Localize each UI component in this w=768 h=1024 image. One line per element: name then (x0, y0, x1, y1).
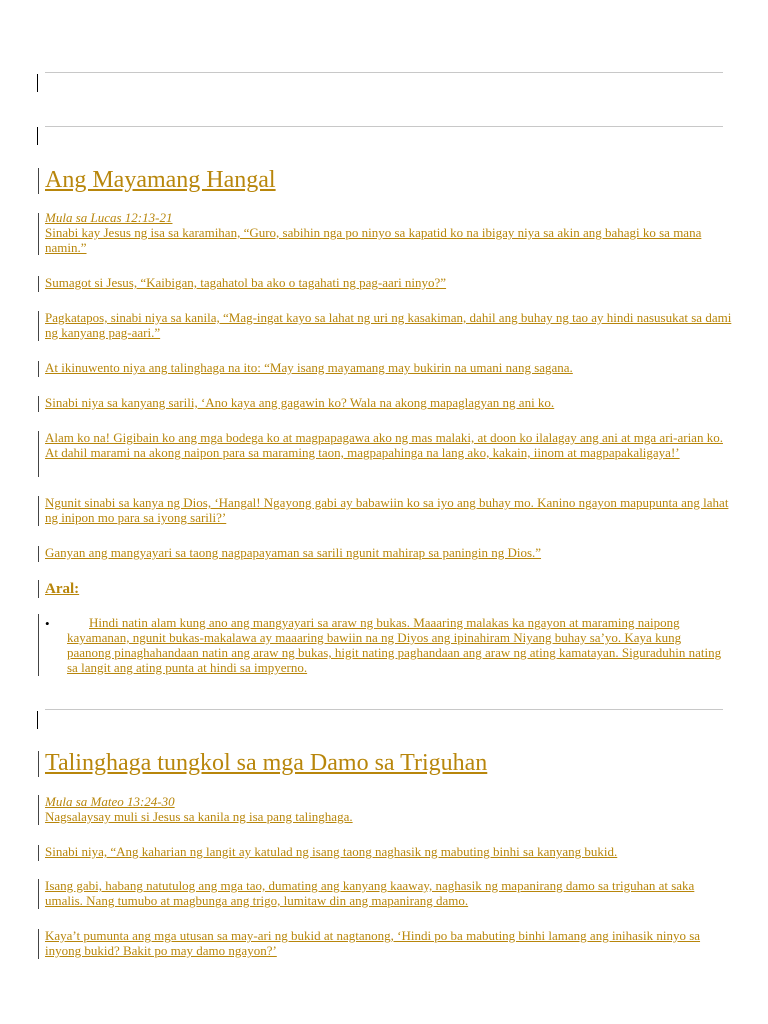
horizontal-rule (45, 126, 723, 127)
paragraph-bar (38, 276, 39, 292)
section-title-ang-mayamang-hangal[interactable]: Ang Mayamang Hangal (45, 167, 276, 193)
paragraph-bar (38, 795, 39, 825)
paragraph-bar (38, 546, 39, 562)
text-cursor (37, 711, 38, 729)
horizontal-rule (45, 72, 723, 73)
paragraph[interactable]: Sumagot si Jesus, “Kaibigan, tagahatol ba ako o tagahati ng pag-aari ninyo?” (45, 275, 447, 290)
paragraph-bar (38, 580, 39, 598)
paragraph-bar (38, 751, 39, 777)
paragraph[interactable]: Isang gabi, habang natutulog ang mga tao, dumating ang kanyang kaaway, naghasik ng mapanirang damo sa triguhan at saka umalis. Nang tumubo at magbunga ang trigo, lumitaw din ang mapanirang damo. (45, 878, 695, 908)
paragraph[interactable]: Ganyan ang mangyayari sa taong nagpapayaman sa sarili ngunit mahirap sa paningin ng Dios.” (45, 545, 542, 560)
aral-heading[interactable]: Aral: (45, 581, 80, 597)
section-title-talinghaga-damo[interactable]: Talinghaga tungkol sa mga Damo sa Triguhan (45, 750, 488, 776)
paragraph-bar (38, 311, 39, 341)
paragraph[interactable]: Sinabi niya, “Ang kaharian ng langit ay katulad ng isang taong naghasik ng mabuting binhi sa kanyang bukid. (45, 844, 618, 859)
paragraph-bar (38, 929, 39, 959)
scripture-reference[interactable]: Mula sa Lucas 12:13-21 (45, 210, 173, 225)
paragraph-bar (38, 879, 39, 909)
scripture-reference[interactable]: Mula sa Mateo 13:24-30 (45, 794, 175, 809)
paragraph[interactable]: Nagsalaysay muli si Jesus sa kanila ng isa pang talinghaga. (45, 809, 353, 824)
paragraph-bar (38, 168, 39, 194)
paragraph-bar (38, 361, 39, 377)
paragraph[interactable]: Alam ko na! Gigibain ko ang mga bodega ko at magpapagawa ako ng mas malaki, at doon ko ilalagay ang ani at mga ari-arian ko. At dahil marami na akong naipon para sa maraming taon, magpapahinga na lang ako, kakain, iinom at magpapakaligaya!’ (45, 430, 723, 460)
paragraph-bar (38, 845, 39, 861)
paragraph-bar (38, 614, 39, 676)
paragraph-bar (38, 431, 39, 477)
text-cursor (37, 74, 38, 92)
paragraph-bar (38, 496, 39, 526)
paragraph[interactable]: Kaya’t pumunta ang mga utusan sa may-ari ng bukid at nagtanong, ‘Hindi po ba mabuting binhi lamang ang inihasik ninyo sa inyong bukid? Bakit po may damo ngayon?’ (45, 928, 701, 958)
paragraph[interactable]: At ikinuwento niya ang talinghaga na ito: “May isang mayamang may bukirin na umani nang sagana. (45, 360, 573, 375)
text-cursor (37, 127, 38, 145)
horizontal-rule (45, 709, 723, 710)
list-bullet: • (45, 616, 50, 631)
aral-list-item[interactable]: Hindi natin alam kung ano ang mangyayari sa araw ng bukas. Maaaring malakas ka ngayon at maraming naipong kayamanan, ngunit bukas-makalawa ay maaaring bawiin na ng Diyos ang ipinahiram Niyang buhay sa’yo. Kaya kung paanong pinaghahandaan natin ang araw ng bukas, higit nating paghandaan ang araw ng ating kamatayan. Siguraduhin nating sa langit ang ating punta at hindi sa impyerno. (67, 615, 722, 675)
paragraph[interactable]: Ngunit sinabi sa kanya ng Dios, ‘Hangal! Ngayong gabi ay babawiin ko sa iyo ang buhay mo. Kanino ngayon mapupunta ang lahat ng inipon mo para sa iyong sarili?’ (45, 495, 729, 525)
paragraph[interactable]: Pagkatapos, sinabi niya sa kanila, “Mag-ingat kayo sa lahat ng uri ng kasakiman, dahil ang buhay ng tao ay hindi nasusukat sa dami ng kanyang pag-aari.” (45, 310, 732, 340)
paragraph[interactable]: Sinabi kay Jesus ng isa sa karamihan, “Guro, sabihin nga po ninyo sa kapatid ko na ibigay niya sa akin ang bahagi ko sa mana namin.” (45, 225, 702, 255)
paragraph-bar (38, 396, 39, 412)
paragraph[interactable]: Sinabi niya sa kanyang sarili, ‘Ano kaya ang gagawin ko? Wala na akong mapaglagyan ng ani ko. (45, 395, 555, 410)
paragraph-bar (38, 213, 39, 255)
